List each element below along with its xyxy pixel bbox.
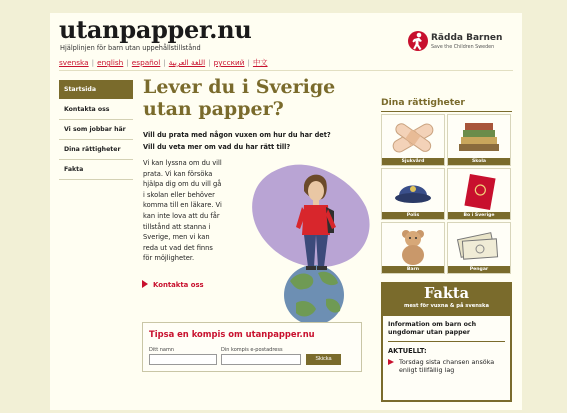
- fakta-title: Fakta: [423, 285, 470, 302]
- site-title[interactable]: utanpapper.nu: [59, 15, 252, 44]
- headline-line-2: utan papper?: [143, 98, 284, 120]
- police-cap-icon: [383, 170, 443, 213]
- lang-link-sv[interactable]: svenska: [59, 58, 89, 67]
- rights-tile-pengar[interactable]: [447, 222, 511, 274]
- tile-caption: Barn: [382, 266, 444, 273]
- lang-link-ru[interactable]: русский: [213, 58, 245, 67]
- tile-caption: Bo i Sverige: [448, 212, 510, 219]
- intro-text: Vi kan lyssna om du vill prata. Vi kan försöka hjälpa dig om du vill gå i skolan eller behöver komma till en läkare. Vi kan inte lova att du får tillstånd att stanna i Sverige, men vi kan reda ut vad det finns för möjligheter.: [143, 159, 222, 263]
- lang-separator: |: [208, 58, 211, 67]
- logo-name: Rädda Barnen: [431, 33, 503, 43]
- fakta-subtitle: mest för vuxna & på svenska: [404, 303, 489, 309]
- tile-caption: Polis: [382, 212, 444, 219]
- contact-link[interactable]: [142, 280, 204, 289]
- teddy-bear-icon: [383, 224, 443, 267]
- news-item-text: Torsdag sista chansen ansöka enligt tillfällig lag: [399, 358, 495, 375]
- left-nav: [59, 80, 133, 180]
- fakta-header[interactable]: [383, 284, 510, 316]
- name-label: Ditt namn: [149, 347, 175, 353]
- lang-separator: |: [91, 58, 95, 67]
- tile-caption: Skola: [448, 158, 510, 165]
- tile-caption: Sjukvård: [382, 158, 444, 165]
- send-button[interactable]: Skicka: [306, 354, 341, 365]
- tile-caption: Pengar: [448, 266, 510, 273]
- logo-subtitle: Save the Children Sweden: [431, 45, 495, 50]
- lang-link-ar[interactable]: اللغة العربية: [168, 58, 206, 67]
- contact-link-label: Kontakta oss: [153, 281, 204, 289]
- fakta-info-link[interactable]: Information om barn och ungdomar utan papper: [388, 321, 477, 337]
- arrow-right-icon: [388, 359, 394, 365]
- radda-barnen-emblem-icon: [407, 29, 429, 53]
- passport-icon: [449, 170, 509, 213]
- nav-item-vi-som-jobbar-har[interactable]: Vi som jobbar här: [59, 120, 133, 140]
- aktuellt-heading: AKTUELLT:: [388, 347, 427, 355]
- page-headline: [143, 76, 335, 120]
- rights-title[interactable]: Dina rättigheter: [381, 97, 465, 108]
- content-area: [50, 13, 522, 410]
- divider: [59, 70, 513, 71]
- lang-link-en[interactable]: english: [97, 58, 124, 67]
- tips-form: [142, 322, 362, 372]
- name-input[interactable]: [149, 354, 217, 365]
- rights-tile-bo-i-sverige[interactable]: [447, 168, 511, 220]
- radda-barnen-logo[interactable]: [407, 29, 519, 53]
- rights-tile-polis[interactable]: [381, 168, 445, 220]
- headline-line-1: Lever du i Sverige: [143, 76, 336, 98]
- money-icon: [449, 224, 509, 267]
- language-bar: [59, 58, 268, 68]
- rights-tile-sjukvard[interactable]: [381, 114, 445, 166]
- tips-title: Tipsa en kompis om utanpapper.nu: [149, 329, 315, 339]
- friend-email-input[interactable]: [221, 354, 301, 365]
- fakta-box: [381, 282, 512, 402]
- boy-on-globe-illustration: [226, 163, 376, 323]
- arrow-right-icon: [142, 280, 148, 288]
- nav-item-dina-rattigheter[interactable]: Dina rättigheter: [59, 140, 133, 160]
- question-1: Vill du prata med någon vuxen om hur du har det?: [143, 131, 331, 139]
- nav-item-fakta[interactable]: Fakta: [59, 160, 133, 180]
- divider: [381, 111, 512, 112]
- question-2: Vill du veta mer om vad du har rätt till?: [143, 143, 291, 151]
- rights-tile-skola[interactable]: [447, 114, 511, 166]
- bandage-icon: [383, 116, 443, 159]
- lang-link-zh[interactable]: 中文: [252, 58, 268, 67]
- nav-item-kontakta-oss[interactable]: Kontakta oss: [59, 100, 133, 120]
- lang-separator: |: [126, 58, 129, 67]
- books-icon: [449, 116, 509, 159]
- divider: [388, 341, 505, 342]
- rights-tile-barn[interactable]: [381, 222, 445, 274]
- nav-item-startsida[interactable]: Startsida: [59, 80, 133, 100]
- friend-email-label: Din kompis e-postadress: [221, 347, 283, 353]
- lang-separator: |: [247, 58, 250, 67]
- site-tagline: Hjälplinjen för barn utan uppehållstillstånd: [60, 44, 201, 52]
- lang-link-es[interactable]: español: [131, 58, 161, 67]
- lang-separator: |: [163, 58, 166, 67]
- news-item[interactable]: [388, 358, 506, 374]
